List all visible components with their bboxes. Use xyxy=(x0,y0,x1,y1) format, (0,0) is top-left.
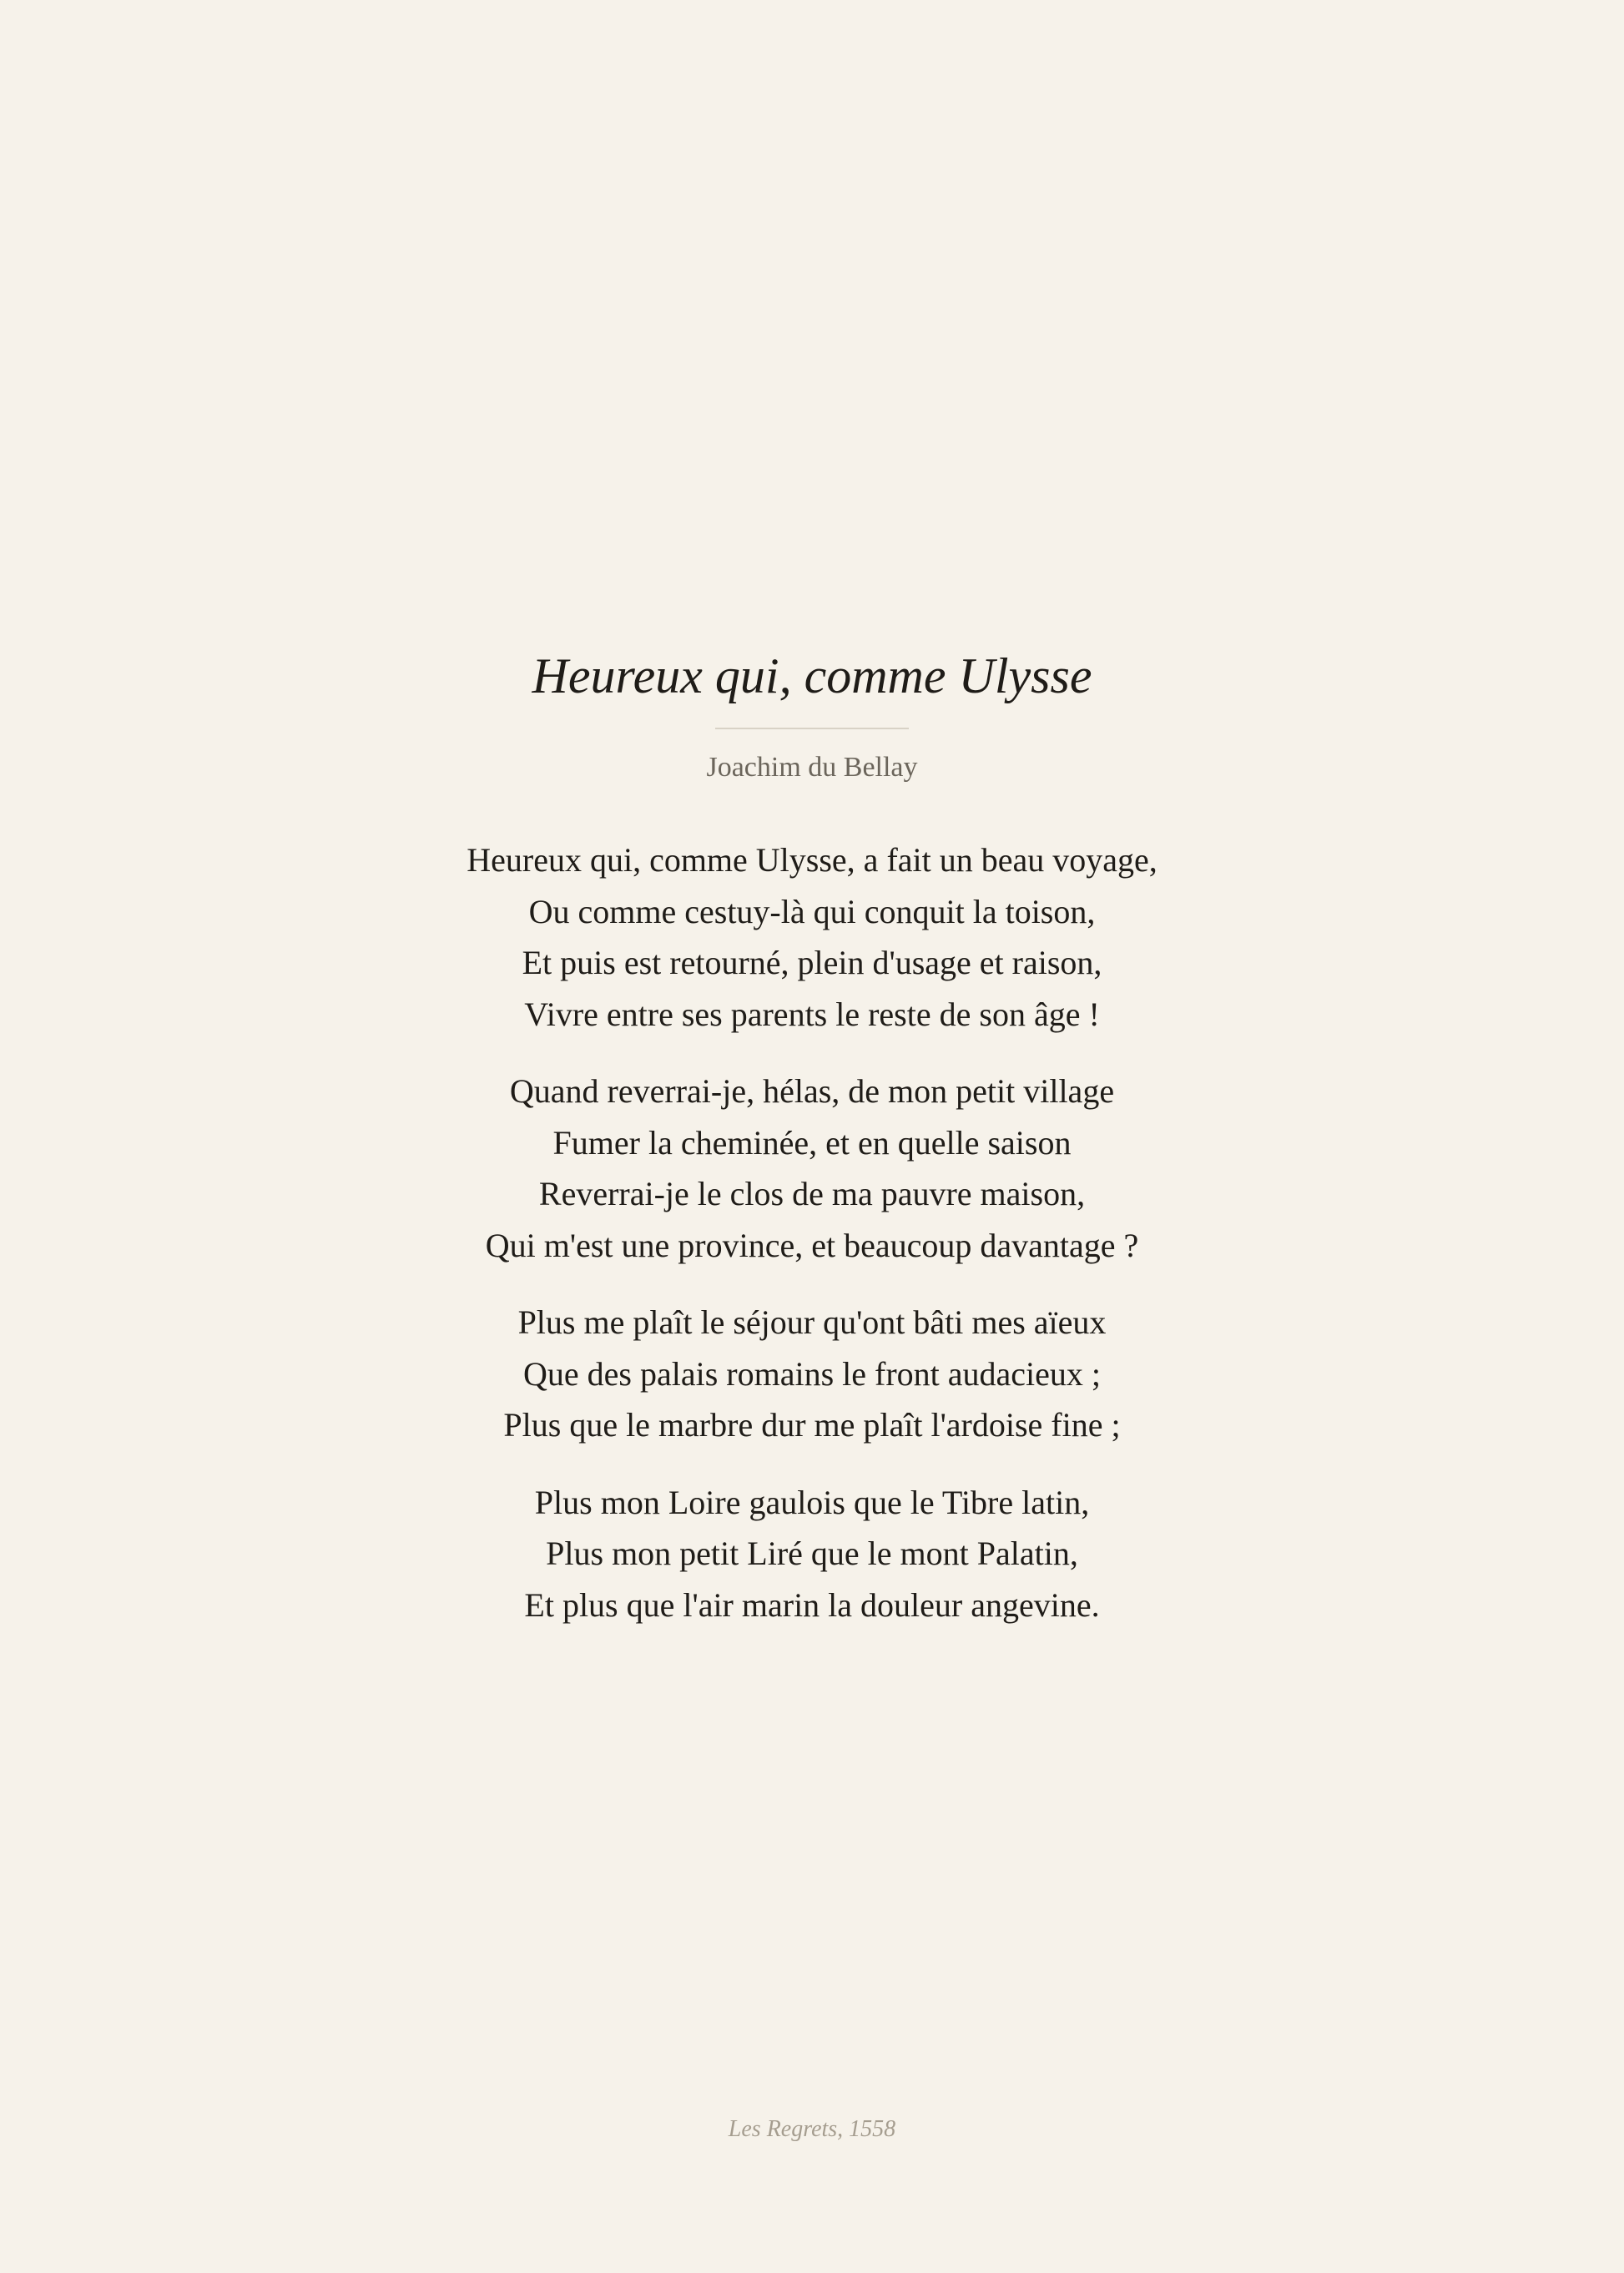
verse-line: Quand reverrai-je, hélas, de mon petit village xyxy=(509,1072,1115,1110)
poem-title: Heureux qui, comme Ulysse xyxy=(532,648,1092,703)
verse-line: Plus mon petit Liré que le mont Palatin, xyxy=(546,1535,1078,1572)
poem-author: Joachim du Bellay xyxy=(706,752,918,783)
poem-body xyxy=(0,834,1624,1656)
title-divider xyxy=(715,728,909,729)
verse-line: Plus me plaît le séjour qu'ont bâti mes aïeux xyxy=(517,1303,1107,1341)
verse-line: Et puis est retourné, plein d'usage et raison, xyxy=(522,944,1102,981)
verse-line: Plus mon Loire gaulois que le Tibre latin, xyxy=(534,1483,1090,1521)
verse-line: Qui m'est une province, et beaucoup davantage ? xyxy=(485,1226,1139,1264)
stanza-4 xyxy=(0,1477,1624,1631)
verse-line: Reverrai-je le clos de ma pauvre maison, xyxy=(538,1175,1086,1212)
verse-line: Fumer la cheminée, et en quelle saison xyxy=(552,1123,1072,1162)
verse-line: Que des palais romains le front audacieux ; xyxy=(523,1354,1101,1393)
stanza-2 xyxy=(0,1066,1624,1271)
verse-line: Plus que le marbre dur me plaît l'ardoise fine ; xyxy=(503,1406,1121,1444)
verse-line: Vivre entre ses parents le reste de son âge ! xyxy=(524,995,1100,1033)
stanza-3 xyxy=(0,1297,1624,1451)
verse-line: Heureux qui, comme Ulysse, a fait un beau voyage, xyxy=(467,841,1157,879)
verse-line: Ou comme cestuy-là qui conquit la toison, xyxy=(528,892,1096,930)
stanza-1 xyxy=(0,834,1624,1040)
verse-line: Et plus que l'air marin la douleur angevine. xyxy=(524,1585,1100,1624)
poem-source: Les Regrets, 1558 xyxy=(728,2116,896,2142)
